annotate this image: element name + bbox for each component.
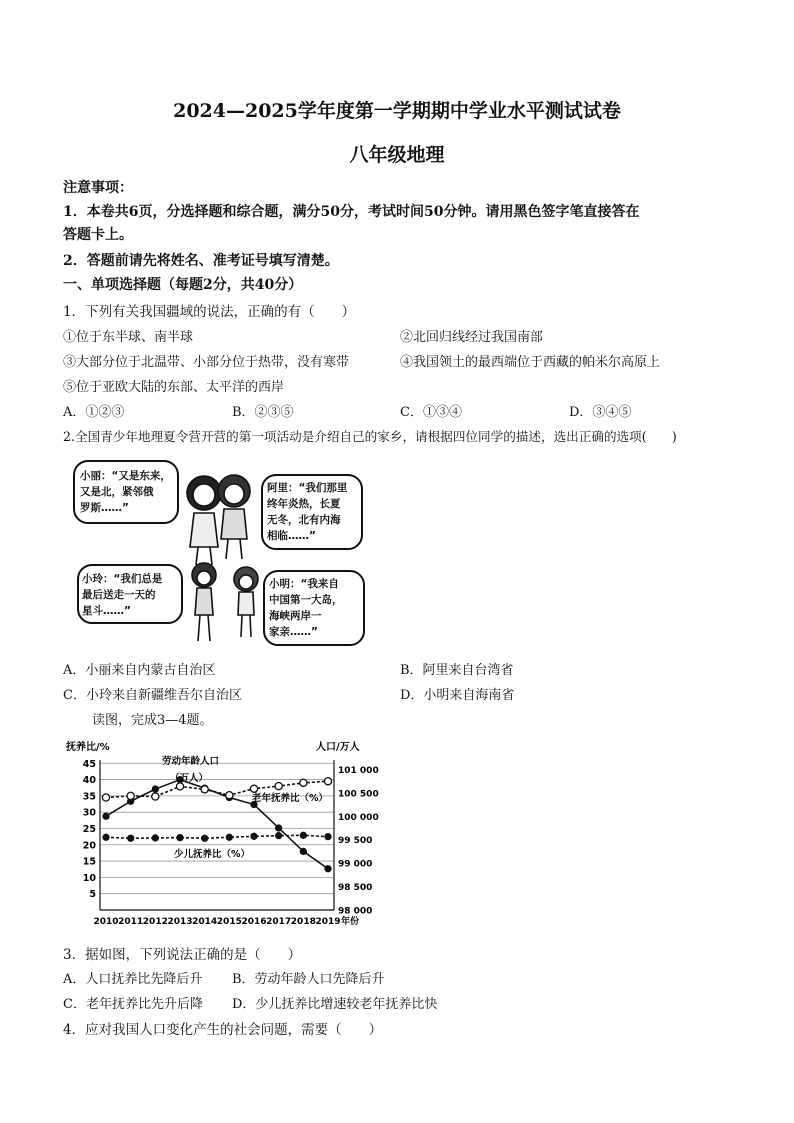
y-left-tick-label: 20 — [82, 840, 96, 852]
series-label-labor: 劳动年龄人口 — [162, 756, 220, 767]
x-tick-label: 2017 — [266, 917, 292, 927]
q1-option-c: C．①③④ — [400, 405, 462, 420]
bubble-xiaoli-line-2: 又是北，紧邻俄 — [80, 486, 154, 498]
series-label-labor-unit: （万人） — [170, 773, 209, 784]
data-point — [251, 833, 257, 839]
data-point — [250, 785, 257, 792]
bubble-ali-line-1: 阿里：“我们那里 — [267, 482, 348, 494]
q2-option-a: A．小丽来自内蒙古自治区 — [63, 663, 216, 678]
q1-statement-3: ③大部分位于北温带、小部分位于热带，没有寒带 — [63, 355, 350, 370]
data-point — [276, 833, 282, 839]
notes-item-1: 1．本卷共6页，分选择题和综合题，满分50分，考试时间50分钟。请用黑色签字笔直接答在 — [63, 204, 640, 220]
exam-title: 2024—2025学年度第一学期期中学业水平测试试卷 — [173, 100, 621, 122]
bubble-ali-line-4: 相临……” — [267, 530, 316, 542]
y-right-tick-label: 98 500 — [338, 883, 373, 894]
data-point — [300, 779, 307, 786]
q1-statement-5: ⑤位于亚欧大陆的东部、太平洋的西岸 — [63, 380, 285, 395]
q1-option-b: B．②③⑤ — [232, 405, 294, 420]
x-tick-label: 2015 — [216, 917, 242, 927]
y-left-tick-label: 40 — [82, 775, 96, 787]
y-left-tick-label: 15 — [82, 856, 96, 868]
data-point — [300, 848, 306, 854]
data-point — [202, 835, 208, 841]
bubble-xiaoli-line-3: 罗斯……” — [80, 502, 129, 514]
q2-stem: 2.全国青少年地理夏令营开营的第一项活动是介绍自己的家乡，请根据四位同学的描述，选出正确的选项( ) — [63, 429, 677, 444]
x-tick-label: 2018 — [290, 917, 316, 927]
y-left-tick-label: 25 — [82, 823, 96, 835]
q1-option-a: A．①②③ — [63, 405, 125, 420]
data-point — [103, 834, 109, 840]
y-left-tick-label: 45 — [82, 758, 96, 770]
bubble-xiaoming-line-4: 家亲……” — [269, 626, 318, 638]
bubble-xiaoming-line-2: 中国第一大岛， — [269, 594, 343, 606]
bubble-xiaoming-line-1: 小明：“我来自 — [269, 578, 339, 590]
q2-option-d: D．小明来自海南省 — [400, 688, 515, 703]
data-point — [324, 778, 331, 785]
data-point — [152, 835, 158, 841]
q1-statement-1: ①位于东半球、南半球 — [63, 330, 194, 345]
data-point — [226, 834, 232, 840]
section-heading: 一、单项选择题（每题2分，共40分） — [63, 277, 303, 293]
y-left-tick-label: 5 — [89, 889, 96, 901]
q1-stem: 1．下列有关我国疆域的说法，正确的有（ ） — [63, 304, 356, 320]
y-left-tick-label: 35 — [82, 791, 96, 803]
bubble-xiaoling-line-1: 小玲：“我们总是 — [82, 573, 163, 585]
data-point — [127, 792, 134, 799]
data-point — [325, 866, 331, 872]
exam-subject: 八年级地理 — [349, 144, 445, 166]
read-instruction: 读图，完成3—4题。 — [92, 713, 213, 728]
q2-option-c: C．小玲来自新疆维吾尔自治区 — [63, 688, 242, 703]
y-right-tick-label: 100 000 — [338, 812, 379, 823]
y-left-tick-label: 10 — [82, 872, 96, 884]
bubble-xiaoling-line-3: 星斗……” — [82, 605, 131, 617]
y-right-tick-label: 99 000 — [338, 859, 373, 870]
x-tick-label: 2016 — [241, 917, 267, 927]
data-point — [275, 782, 282, 789]
y-right-tick-label: 98 000 — [338, 906, 373, 917]
y-right-tick-label: 100 500 — [338, 789, 379, 800]
data-point — [226, 792, 233, 799]
y-axis-left-label: 抚养比/% — [66, 742, 110, 753]
data-point — [128, 835, 134, 841]
q3-option-b: B．劳动年龄人口先降后升 — [232, 972, 385, 987]
y-right-tick-label: 101 000 — [338, 765, 379, 776]
q1-statement-4: ④我国领土的最西端位于西藏的帕米尔高原上 — [400, 355, 661, 370]
bubble-ali-line-2: 终年炎热，长夏 — [267, 498, 341, 510]
notes-heading: 注意事项： — [63, 180, 133, 196]
q4-stem: 4．应对我国人口变化产生的社会问题，需要（ ） — [63, 1022, 383, 1038]
q1-statement-2: ②北回归线经过我国南部 — [400, 330, 544, 345]
x-tick-label: 2010 — [93, 917, 119, 927]
data-point — [103, 813, 109, 819]
bubble-xiaoli-line-1: 小丽：“又是东来， — [80, 470, 171, 482]
y-left-tick-label: 30 — [82, 807, 96, 819]
q2-option-b: B．阿里来自台湾省 — [400, 663, 514, 678]
series-label-elderly: 老年抚养比（%） — [252, 793, 329, 804]
data-point — [300, 832, 306, 838]
speech-bubble-figure — [66, 455, 366, 650]
series-line — [106, 835, 328, 838]
q1-option-d: D．③④⑤ — [569, 405, 632, 420]
data-point — [152, 793, 159, 800]
notes-item-1-cont: 答题卡上。 — [63, 227, 133, 243]
x-tick-label: 2012 — [142, 917, 168, 927]
q3-option-c: C．老年抚养比先升后降 — [63, 997, 203, 1012]
data-point — [152, 786, 158, 792]
series-label-child: 少儿抚养比（%） — [174, 849, 251, 860]
q3-option-a: A．人口抚养比先降后升 — [63, 972, 203, 987]
q3-option-d: D．少儿抚养比增速较老年抚养比快 — [232, 997, 438, 1012]
dependency-ratio-chart — [66, 738, 422, 930]
data-point — [177, 835, 183, 841]
data-point — [102, 794, 109, 801]
data-point — [325, 834, 331, 840]
y-right-tick-label: 99 500 — [338, 836, 373, 847]
x-tick-label: 2011 — [118, 917, 144, 927]
bubble-xiaoming-line-3: 海峡两岸一 — [269, 610, 322, 622]
notes-item-2: 2．答题前请先将姓名、准考证号填写清楚。 — [63, 253, 339, 269]
q3-stem: 3．据如图，下列说法正确的是（ ） — [63, 947, 302, 963]
x-tick-label: 2014 — [192, 917, 218, 927]
data-point — [276, 825, 282, 831]
x-tick-label: 2013 — [167, 917, 193, 927]
bubble-ali-line-3: 无冬，北有内海 — [267, 514, 341, 526]
x-axis-suffix: 年份 — [341, 917, 360, 927]
y-axis-right-label: 人口/万人 — [316, 742, 360, 753]
x-tick-label: 2019 — [315, 917, 341, 927]
bubble-xiaoling-line-2: 最后送走一天的 — [82, 589, 156, 601]
data-point — [201, 786, 208, 793]
